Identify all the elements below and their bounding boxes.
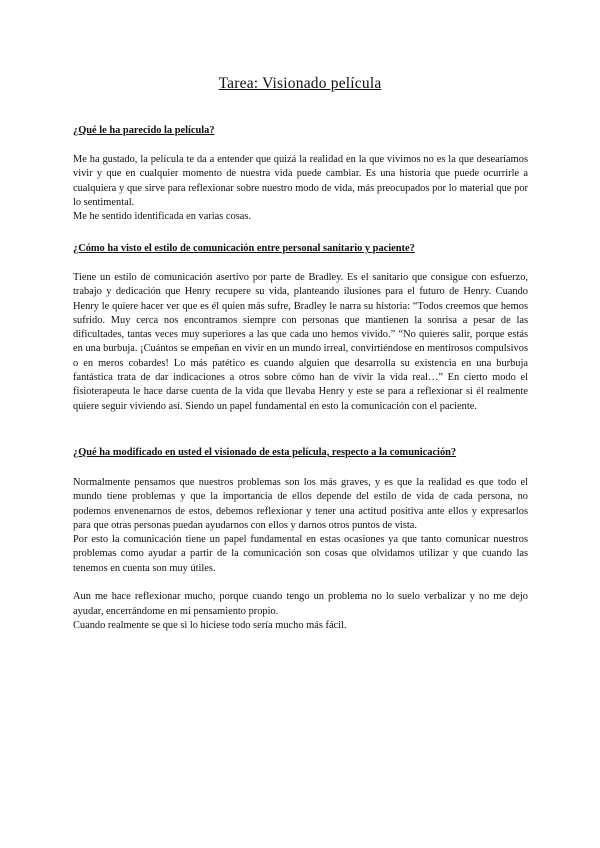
answer-paragraph: Me ha gustado, la película te da a entender que quizá la realidad en la que vivimos no es la que desearíamos vivir y que en cualquier momento de nuestra vida puede cambiar. Es una historia que puede ocurrirle a cualquiera y que sirve para reflexionar sobre nuestro modo de vida, más preocupados por lo material que por lo sentimental. [73, 154, 528, 208]
answer-paragraph: Cuando realmente se que si lo hiciese todo sería mucho más fácil. [73, 619, 347, 631]
answer-paragraph: Normalmente pensamos que nuestros problemas son los más graves, y es que la realidad es que todo el mundo tiene problemas y que la importancia de ellos depende del estilo de vida de cada persona, no podemos envenenarnos de estos, debemos reflexionar y tener una actitud positiva ante ellos y expresarlos para que otras personas puedan ayudarnos con ellos y darnos otros puntos de vista. [73, 477, 528, 531]
section-personal-change [73, 446, 528, 633]
answer-paragraph: Aun me hace reflexionar mucho, porque cuando tengo un problema no lo suelo verbalizar y no me dejo ayudar, encerrándome en mi pensamiento propio. [73, 591, 528, 617]
question-heading: ¿Qué ha modificado en usted el visionado de esta película, respecto a la comunicación? [73, 447, 457, 458]
answer-paragraph: Me he sentido identificada en varias cosas. [73, 211, 252, 223]
page-title: Tarea: Visionado película [218, 75, 382, 92]
answer-paragraph: Por esto la comunicación tiene un papel fundamental en estas ocasiones ya que tanto comunicar nuestros problemas como ayudar a partir de la comunicación son cosas que olvidamos utilizar y que cuando las tenemos en cuenta son muy útiles. [73, 534, 528, 574]
question-heading: ¿Cómo ha visto el estilo de comunicación entre personal sanitario y paciente? [73, 243, 415, 254]
question-heading: ¿Qué le ha parecido la película? [73, 125, 215, 136]
section-opinion [73, 124, 528, 224]
section-communication-style [73, 242, 528, 414]
answer-paragraph: Tiene un estilo de comunicación asertivo por parte de Bradley. Es el sanitario que consigue con esfuerzo, trabajo y dedicación que Henry recupere su vida, planteando ilusiones para el futuro de Henry. Cuando Henry le quiere hacer ver que es él quien más sufre, Bradley le narra su historia: “Todos creemos que hemos sufrido. Muy cerca nos encontramos siempre con personas que mantienen la sonrisa a pesar de las dificultades, tantas veces muy superiores a las que cada uno hemos vivido.” “No quieres salir, porque estás en una burbuja. ¡Cuántos se empeñan en vivir en un mundo irreal, convirtiéndose en mentirosos compulsivos o en meros cobardes! Lo más patético es cuando alguien que desarrolla su existencia en una burbuja fantástica trata de dar indicaciones a otros sobre cómo han de vivir la vida real…” En cierto modo el fisioterapeuta le hace darse cuenta de la vida que llevaba Henry y este se para a reflexionar si él realmente quiere seguir viviendo así. Siendo un papel fundamental en esto la comunicación con el paciente. [73, 272, 528, 412]
